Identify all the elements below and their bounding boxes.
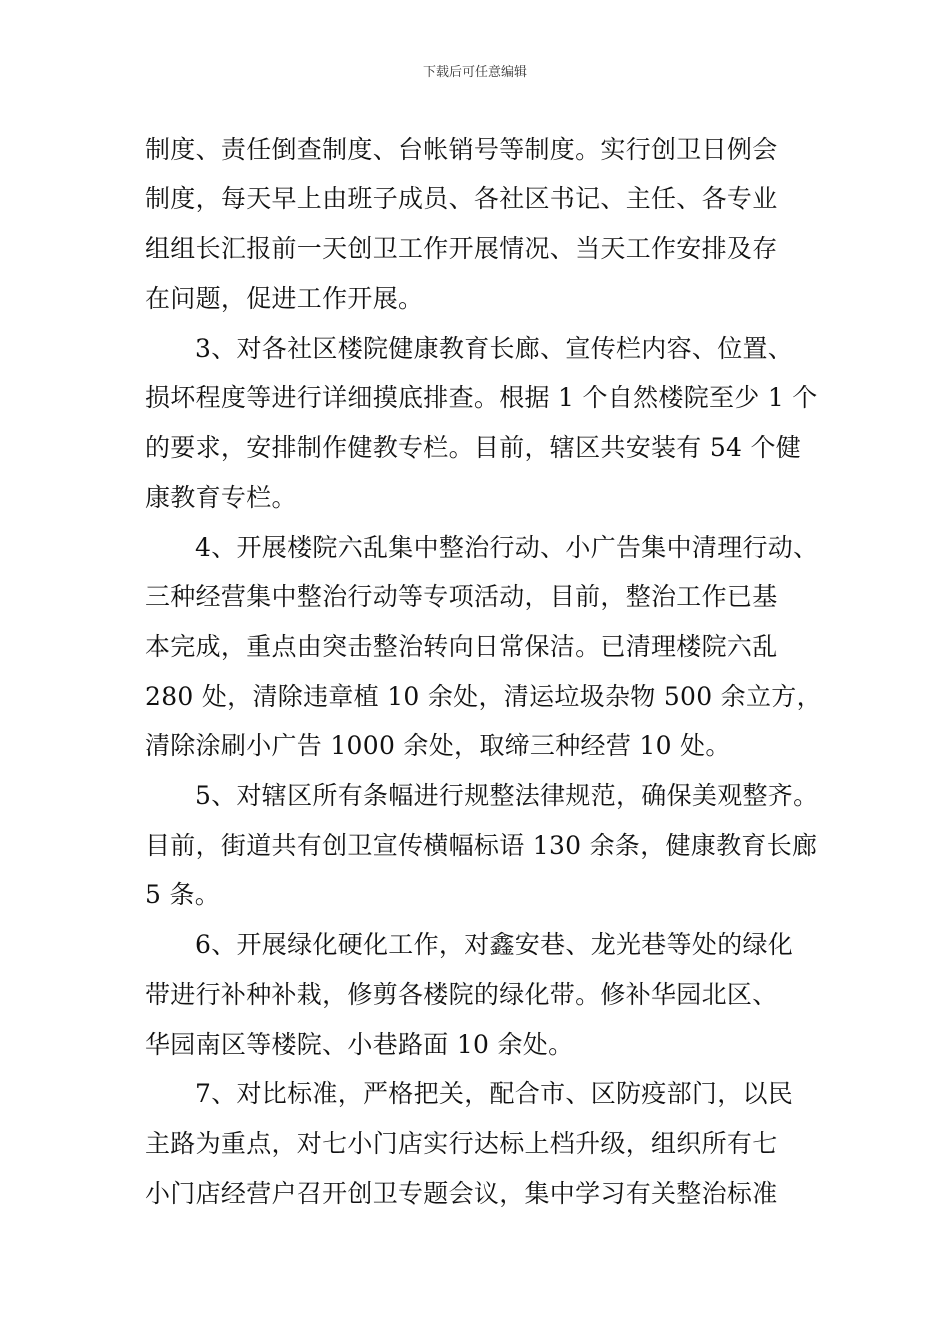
paragraph-5-first-line: 5、对辖区所有条幅进行规整法律规范，确保美观整齐。: [195, 781, 819, 810]
text-line: 清除涂刷小广告 1000 余处，取缔三种经营 10 处。: [145, 731, 731, 760]
text-line: 的要求，安排制作健教专栏。目前，辖区共安装有 54 个健: [145, 433, 802, 462]
text-line: 组组长汇报前一天创卫工作开展情况、当天工作安排及存: [145, 234, 778, 263]
text-line: 制度，每天早上由班子成员、各社区书记、主任、各专业: [145, 184, 778, 213]
text-line: 目前，街道共有创卫宣传横幅标语 130 余条，健康教育长廊: [145, 831, 818, 860]
text-line: 带进行补种补栽，修剪各楼院的绿化带。修补华园北区、: [145, 980, 778, 1009]
text-line: 三种经营集中整治行动等专项活动，目前，整治工作已基: [145, 582, 778, 611]
text-line: 损坏程度等进行详细摸底排查。根据 1 个自然楼院至少 1 个: [145, 383, 818, 412]
paragraph-6-first-line: 6、开展绿化硬化工作，对鑫安巷、龙光巷等处的绿化: [195, 930, 794, 959]
text-line: 5 条。: [145, 880, 221, 909]
paragraph-3-first-line: 3、对各社区楼院健康教育长廊、宣传栏内容、位置、: [195, 334, 794, 363]
text-line: 在问题，促进工作开展。: [145, 284, 424, 313]
paragraph-4-first-line: 4、开展楼院六乱集中整治行动、小广告集中清理行动、: [195, 533, 819, 562]
text-line: 本完成，重点由突击整治转向日常保洁。已清理楼院六乱: [145, 632, 778, 661]
text-line: 280 处，清除违章植 10 余处，清运垃圾杂物 500 余立方，: [145, 682, 822, 711]
page-header: 下载后可任意编辑: [422, 65, 527, 80]
text-line: 主路为重点，对七小门店实行达标上档升级，组织所有七: [145, 1129, 778, 1158]
paragraph-7-first-line: 7、对比标准，严格把关，配合市、区防疫部门，以民: [195, 1079, 794, 1108]
text-line: 制度、责任倒查制度、台帐销号等制度。实行创卫日例会: [145, 135, 778, 164]
text-line: 康教育专栏。: [145, 483, 297, 512]
text-line: 小门店经营户召开创卫专题会议，集中学习有关整治标准: [145, 1179, 778, 1208]
text-line: 华园南区等楼院、小巷路面 10 余处。: [145, 1030, 574, 1059]
